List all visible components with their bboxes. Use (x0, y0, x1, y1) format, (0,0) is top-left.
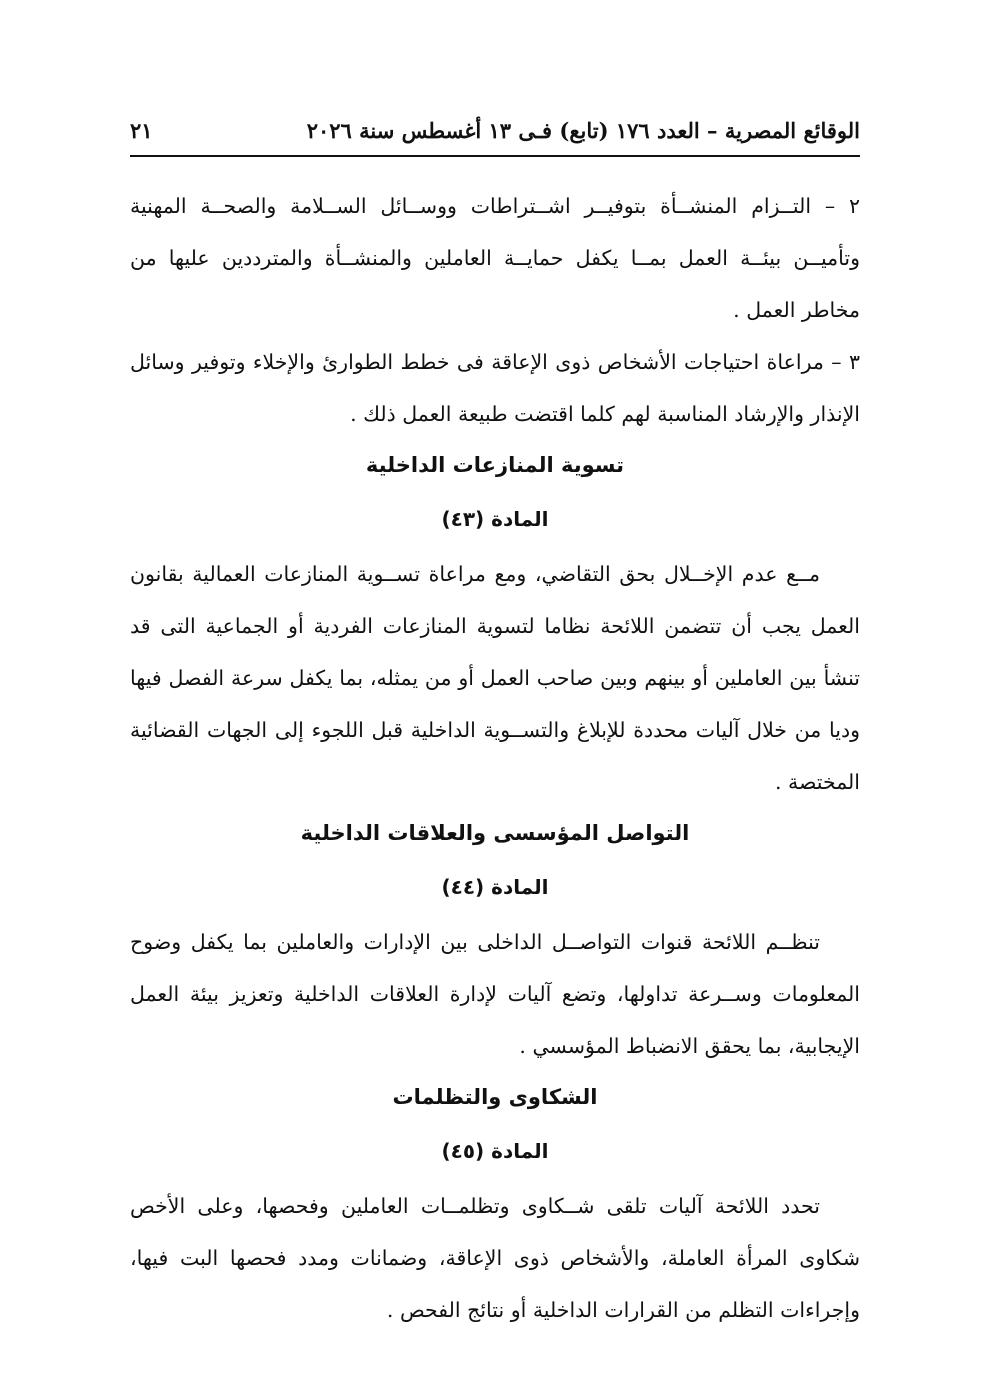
section-heading: تسوية المنازعات الداخلية (365, 453, 625, 477)
header-rule (130, 155, 860, 157)
section-heading: الشكاوى والتظلمات (392, 1085, 598, 1109)
body-text (130, 180, 860, 1336)
article-43-paragraph: مــع عدم الإخــلال بحق التقاضي، ومع مراعاة تســوية المنازعات العمالية بقانون العمل يجب أن تتضمن اللائحة نظاما لتسوية المنازعات الفردية أو الجماعية التى قد تنشأ بين العاملين أو بينهم وبين صاحب العمل أو من يمثله، بما يكفل سرعة الفصل فيها وديا من خلال آليات محددة للإبلاغ والتســوية الداخلية قبل اللجوء إلى الجهات القضائية المختصة . (130, 562, 860, 794)
article-number: المادة (٤٥) (441, 1139, 549, 1163)
running-header (130, 108, 860, 152)
page-number: ٢١ (130, 117, 153, 143)
paragraph-item-2: ٢ – التــزام المنشــأة بتوفيــر اشــتراطات ووســائل الســلامة والصحــة المهنية وتأميــن بيئــة العمل بمــا يكفل حمايــة العاملين والمنشــأة والمترددين عليها من مخاطر العمل . (130, 194, 860, 322)
header-title: الوقائع المصرية – العدد ١٧٦ (تابع) فـى ١٣ أغسطس سنة ٢٠٢٦ (306, 117, 860, 143)
section-heading: التواصل المؤسسى والعلاقات الداخلية (300, 821, 690, 845)
article-45-paragraph: تحدد اللائحة آليات تلقى شــكاوى وتظلمــات العاملين وفحصها، وعلى الأخص شكاوى المرأة العاملة، والأشخاص ذوى الإعاقة، وضمانات ومدد فحصها البت فيها، وإجراءات التظلم من القرارات الداخلية أو نتائج الفحص . (130, 1194, 860, 1322)
article-number: المادة (٤٣) (441, 507, 549, 531)
paragraph-item-3: ٣ – مراعاة احتياجات الأشخاص ذوى الإعاقة فى خطط الطوارئ والإخلاء وتوفير وسائل الإنذار والإرشاد المناسبة لهم كلما اقتضت طبيعة العمل ذلك . (130, 350, 860, 426)
article-number: المادة (٤٤) (441, 875, 549, 899)
article-44-paragraph: تنظــم اللائحة قنوات التواصــل الداخلى بين الإدارات والعاملين بما يكفل وضوح المعلومات وســرعة تداولها، وتضع آليات لإدارة العلاقات الداخلية وتعزيز بيئة العمل الإيجابية، بما يحقق الانضباط المؤسسي . (130, 930, 860, 1058)
